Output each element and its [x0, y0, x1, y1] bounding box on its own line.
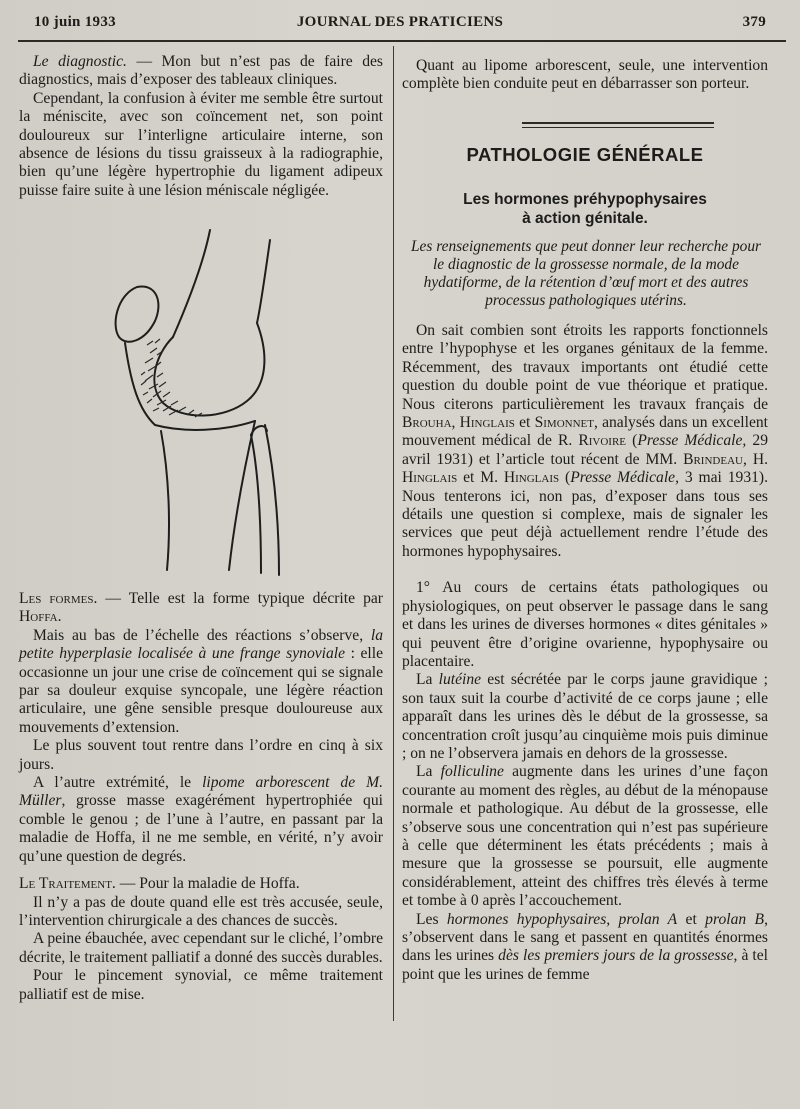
autre-extremite-paragraph: A l’autre extrémité, le lipome arborescent de M. Müller, grosse masse exagérément hypertrophiée qui comble le genou ; de l’une à l’autre, en passant par la maladie de Hoffa, il ne me semble, en vérité, n’y avoir qu’une question de degrés. [19, 774, 383, 865]
le-plus-paragraph: Le plus souvent tout rentre dans l’ordre en cinq à six jours. [19, 737, 383, 773]
formes-paragraph: Les formes. — Telle est la forme typique décrite par Hoffa. [19, 590, 383, 626]
column-divider [393, 46, 394, 1021]
point-one-paragraph: 1° Au cours de certains états pathologiques ou physiologiques, on peut observer le passage dans le sang et dans les urines de diverses hormones « dites génitales » qui peuvent être d’origine ovarienne, hypophysaire ou placentaire. [402, 579, 768, 670]
tibia-shaft-right [229, 421, 255, 570]
traitement-paragraph: Le Traitement. — Pour la maladie de Hoffa. [19, 875, 300, 893]
femur-outline-right [257, 240, 270, 323]
ny-a-paragraph: Il n’y a pas de doute quand elle est très accusée, seule, l’intervention chirurgicale a des chances de succès. [19, 893, 383, 929]
right-column-body [402, 322, 768, 984]
mais-paragraph: Mais au bas de l’échelle des réactions s’observe, la petite hyperplasie localisée à une frange synoviale : elle occasionne un jour une crise de coïncement qui se signale par sa douleur exquise syncopale, une légère réaction articulaire, une gêne sensible presque douloureuse aux mouvements d’extension. [19, 626, 383, 736]
fibula-left [251, 435, 261, 573]
journal-title: JOURNAL DES PRATICIENS [296, 14, 504, 30]
page-number: 379 [742, 14, 766, 30]
a-peine-paragraph: A peine ébauchée, avec cependant sur le cliché, l’ombre décrite, le traitement palliatif a donné des succès durables. [19, 930, 383, 966]
article-subtitle: Les renseignements que peut donner leur recherche pour le diagnostic de la grossesse normale, de la mode hydatiforme, de la rétention d’œuf mort et des autres processus pathologiques utérins. [410, 238, 762, 309]
section-rule-bottom [522, 127, 714, 128]
formes-heading: Les formes. [19, 590, 98, 607]
tibia-plateau [155, 421, 255, 430]
right-column-top [402, 57, 768, 94]
fat-pad-hatching [141, 339, 202, 417]
traitement-heading: Le Traitement. [19, 875, 116, 893]
left-column-bottom [19, 590, 383, 1004]
luteine-paragraph: La lutéine est sécrétée par le corps jaune gravidique ; son taux suit la courbe d’activité de ce corps jaune ; elle apparaît dans les urines dès le début de la grossesse, sa concentration croît jusqu’au cinquième mois puis diminue ; on ne l’observera jamais en dehors de la grossesse. [402, 671, 768, 762]
running-header [34, 14, 766, 36]
patella [116, 286, 159, 341]
left-column-top [19, 53, 383, 200]
hormones-paragraph: Les hormones hypophysaires, prolan A et prolan B, s’observent dans le sang et passent en quantités énormes dans les urines dès les premiers jours de la grossesse, à tel point que les urines de femme [402, 910, 768, 983]
quant-paragraph: Quant au lipome arborescent, seule, une intervention complète bien conduite peut en débarrasser son porteur. [402, 57, 768, 93]
fibula-right [265, 425, 279, 575]
cependant-paragraph: Cependant, la confusion à éviter me semble être surtout la méniscite, avec son coïncement net, son point douloureux sur l’interligne articulaire interne, son absence de lésions du tissu graisseux à la radiographie, bien qu’une légère hypertrophie du ligament adipeux puisse faire suite à une lésion méniscale négligée. [19, 89, 383, 199]
article-title: Les hormones préhypophysaires à action génitale. [463, 191, 707, 227]
tibia-shaft-left [161, 431, 169, 570]
folliculine-paragraph: La folliculine augmente dans les urines d’une façon courante au moment des règles, au début de la ménopause normale et pathologique. Au début de la grossesse, elle s’observe sous une concentration qui n’est pas supérieure à celle que déterminent les états précédents ; mais à mesure que la grossesse se poursuit, elle augmente considérablement, atteint des chiffres très élevés à terme et tombe à 0 après l’accouchement. [402, 763, 768, 910]
issue-date: 10 juin 1933 [34, 14, 116, 30]
patellar-tendon-outer [125, 343, 155, 425]
femoral-condyle [154, 323, 264, 416]
on-sait-paragraph: On sait combien sont étroits les rapports fonctionnels entre l’hypophyse et les organes génitaux de la femme. Récemment, des travaux importants ont étudié cette question du double point de vue théorique et pratique. Nous citerons particulièrement les travaux français de Brouha, Hinglais et Simonnet, analysés dans un excellent mouvement médical de R. Rivoire (Presse Médicale, 29 avril 1931) et l’article tout récent de MM. Brindeau, H. Hinglais et M. Hinglais (Presse Médicale, 3 mai 1931). Nous tenterons ici, non pas, d’exposer dans tous ses détails une question si complexe, mais de signaler les services que peut déjà actuellement rendre l’étude des hormones hypophysaires. [402, 322, 769, 560]
knee-joint-illustration [95, 225, 325, 585]
section-rule-top [522, 122, 714, 124]
pincement-paragraph: Pour le pincement synovial, ce même traitement palliatif est de mise. [19, 967, 383, 1003]
header-rule [18, 40, 786, 42]
section-title: PATHOLOGIE GÉNÉRALE [466, 144, 704, 165]
diagnostic-paragraph: Le diagnostic. — Mon but n’est pas de faire des diagnostics, mais d’exposer des tableaux cliniques. [19, 53, 383, 89]
diagnostic-heading: Le diagnostic. [33, 53, 127, 70]
femur-outline-left [173, 230, 210, 337]
